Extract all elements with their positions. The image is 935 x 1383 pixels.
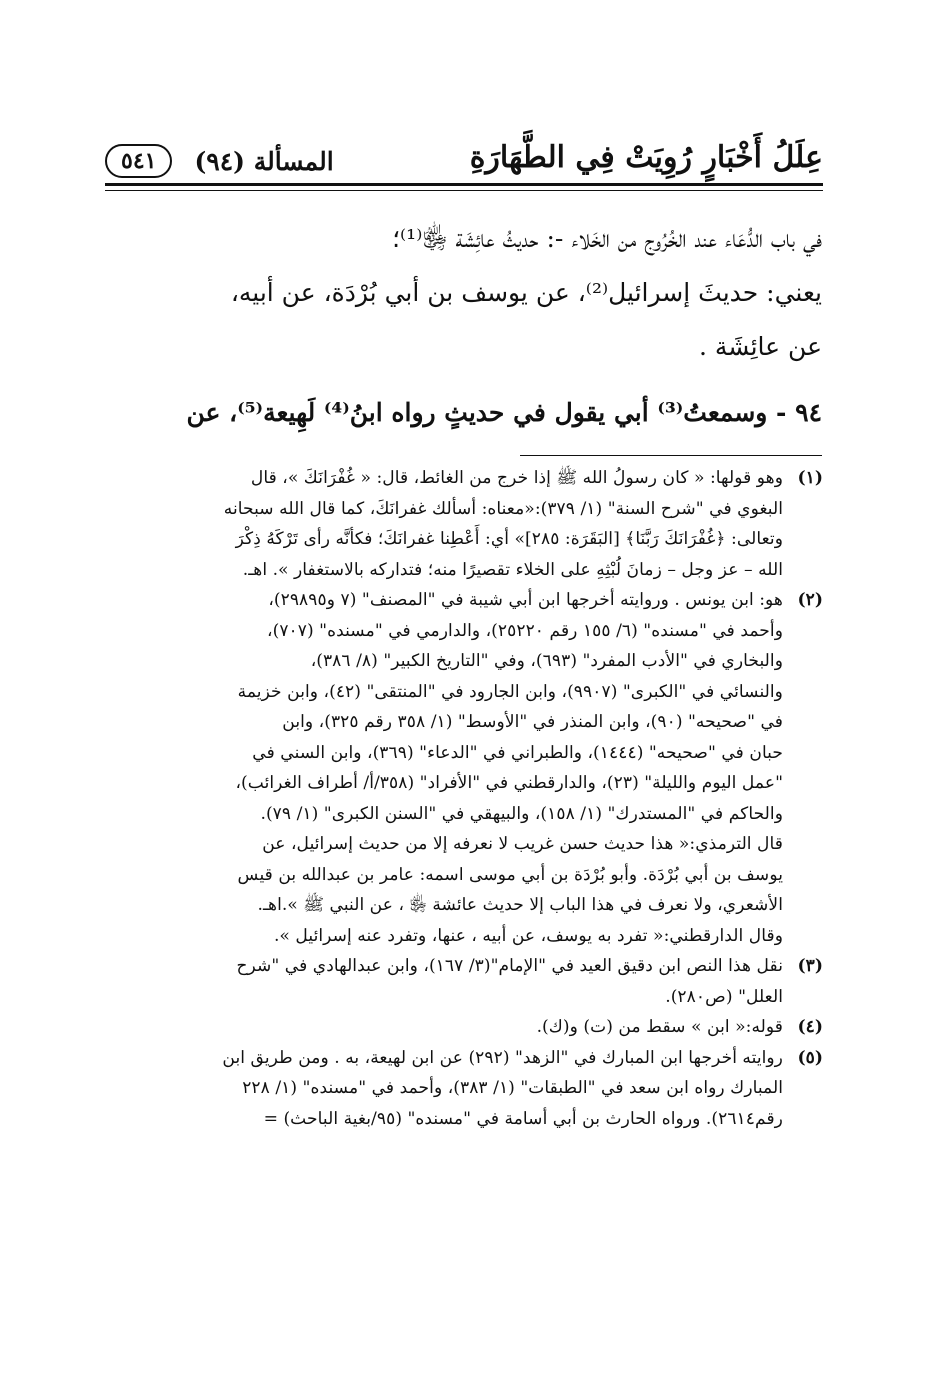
footnotes [108, 463, 823, 1134]
footnote-number: (٣) [797, 956, 823, 976]
footnote-body [108, 1043, 783, 1135]
header-left-group [105, 144, 334, 178]
footnote-body [108, 585, 783, 951]
footnote-line: نقل هذا النص ابن دقيق العيد في "الإمام"(٣/ ١٦٧)، وابن عبدالهادي في "شرح [236, 956, 783, 976]
footnote-line: يوسف بن أبي بُرْدَة. وأبو بُرْدَة بن أبي موسى اسمه: عامر بن عبدالله بن قيس [237, 864, 783, 885]
footnote-line: "عمل اليوم والليلة" (٢٣)، والدارقطني في "الأفراد" (٣٥٨/أ/ أطراف الغرائب)، [235, 773, 783, 793]
book-title: عِلَلُ أَخْبَارٍ رُوِيَتْ فِي الطَّهَارَةِ [469, 140, 823, 175]
footnote-line: والحاكم في "المستدرك" (١/ ١٥٨)، والبيهقي في "السنن الكبرى" (١/ ٧٩). [260, 803, 783, 824]
footnote-line: روايته أخرجها ابن المبارك في "الزهد" (٢٩٢) عن ابن لهيعة، به . ومن طريق ابن [222, 1047, 783, 1068]
footnote-line: قوله:« ابن » سقط من (ت) و(ك). [536, 1017, 783, 1037]
footnote-line: هو: ابن يونس . وروايته أخرجها ابن أبي شيبة في "المصنف" (٧ و٢٩٨٩٥)، [268, 590, 783, 610]
footnote-number: (٤) [797, 1017, 823, 1037]
footnote-body [108, 463, 783, 585]
footnote-number: (٥) [797, 1047, 823, 1068]
main-line: يعني: حديثَ إسرائيل⁽²⁾، عن يوسف بن أبي بُرْدَة، عن أبيه، [230, 278, 822, 307]
footnote-line: وأحمد في "مسنده" (٦/ ١٥٥ رقم ٢٥٢٢٠)، والدارمي في "مسنده" (٧٠٧)، [267, 620, 783, 641]
footnote-line: وقال الدارقطني:« تفرد به يوسف، عن أبيه ، عنها، وتفرد عنه إسرائيل ». [273, 925, 783, 946]
footnote-line: العلل" (ص٢٨٠). [665, 986, 783, 1007]
header-rule-thin [105, 190, 823, 191]
hadith-94-line: ٩٤ - وسمعتُ⁽³⁾ أبي يقول في حديثٍ رواه ابنُ⁽⁴⁾ لَهِيعة⁽⁵⁾، عن [186, 398, 822, 427]
main-line: في باب الدُّعَاء عند الخُرُوج من الخَلاء -: حديثُ عائِشَة ﵂⁽¹⁾؛ [392, 224, 822, 253]
main-line: عن عائِشَة . [699, 332, 822, 361]
footnote-line: حبان في "صحيحه" (١٤٤٤)، والطبراني في "الدعاء" (٣٦٩)، وابن السني في [252, 742, 783, 763]
footnote-line: رقم٢٦١٤). ورواه الحارث بن أبي أسامة في "مسنده" (٩٥/بغية الباحث) = [263, 1108, 783, 1129]
footnote-2 [108, 585, 823, 951]
header-rule-thick [105, 183, 823, 186]
footnote-separator [520, 455, 822, 456]
footnote-line: المبارك رواه ابن سعد في "الطبقات" (١/ ٣٨٣)، وأحمد في "مسنده" (١/ ٢٢٨ [242, 1078, 783, 1098]
main-text [110, 212, 822, 440]
footnote-1 [108, 463, 823, 585]
footnote-number: (١) [797, 468, 823, 488]
footnote-line: البغوي في "شرح السنة" (١/ ٣٧٩):«معناه: أسألك غفرانَكَ، كما قال الله سبحانه [223, 498, 783, 519]
footnote-line: قال الترمذي:« هذا حديث حسن غريب لا نعرفه إلا من حديث إسرائيل، عن [262, 834, 783, 854]
footnote-line: في "صحيحه" (٩٠)، وابن المنذر في "الأوسط" (١/ ٣٥٨ رقم ٣٢٥)، وابن [282, 712, 783, 732]
footnote-body [108, 951, 783, 1012]
footnote-body [108, 1012, 783, 1043]
footnote-3 [108, 951, 823, 1012]
footnote-line: وهو قولها: « كان رسولُ الله ﷺ إذا خرج من الغائط، قال: « غُفْرَانَكَ »، قال [250, 468, 783, 488]
footnote-line: وتعالى: ﴿غُفْرَانَكَ رَبَّنَا﴾ [البَقَرَة: ٢٨٥]» أي: أَعْطِنا غفرانَكَ؛ فكأنَّه رأى تَرْكَهُ ذِكْرَ [235, 529, 783, 549]
footnote-4 [108, 1012, 823, 1043]
footnote-line: والبخاري في "الأدب المفرد" (٦٩٣)، وفي "التاريخ الكبير" (٨/ ٣٨٦)، [310, 651, 783, 671]
footnote-5 [108, 1043, 823, 1135]
footnote-line: الله – عز وجل – زمانَ لُبْثِهِ على الخلاء تقصيرًا منه؛ فتداركه بالاستغفار ». اهـ. [242, 559, 783, 580]
footnote-line: والنسائي في "الكبرى" (٩٩٠٧)، وابن الجارود في "المنتقى" (٤٢)، وابن خزيمة [237, 681, 783, 702]
running-header [105, 138, 823, 178]
footnote-number: (٢) [797, 590, 823, 610]
masala-label: المسألة (٩٤) [194, 146, 334, 176]
page-number: ٥٤١ [105, 144, 172, 178]
footnote-line: الأشعري، ولا نعرف في هذا الباب إلا حديث عائشة ﵂ ، عن النبي ﷺ ».اهـ. [257, 895, 783, 915]
